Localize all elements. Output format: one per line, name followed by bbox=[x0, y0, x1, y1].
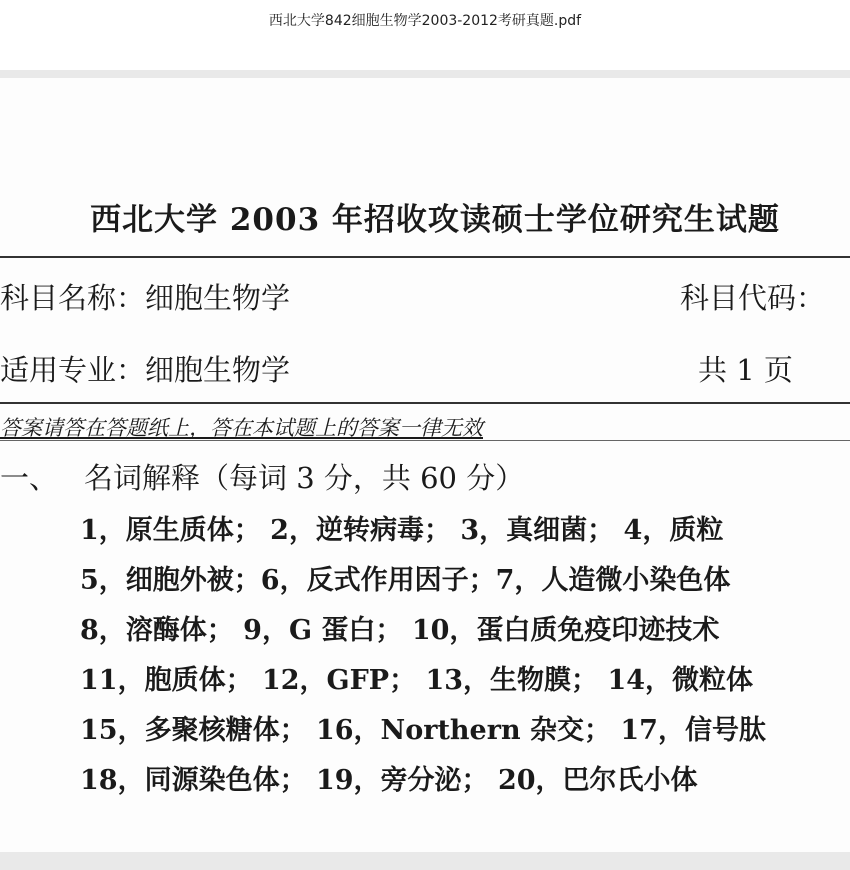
page-gap-top bbox=[0, 70, 850, 78]
notice-rule bbox=[0, 440, 850, 441]
title-rule bbox=[0, 256, 850, 258]
page-count: 共 1 页 bbox=[698, 353, 793, 387]
viewer-header bbox=[0, 0, 850, 70]
section-heading bbox=[0, 456, 524, 497]
term-line: 11，胞质体； 12，GFP； 13，生物膜； 14，微粒体 bbox=[80, 665, 754, 696]
header-rule bbox=[0, 402, 850, 404]
section-title: 名词解释（每词 3 分，共 60 分） bbox=[84, 461, 525, 495]
subject-name: 科目名称：细胞生物学 bbox=[0, 281, 291, 315]
term-line: 1，原生质体； 2，逆转病毒； 3，真细菌； 4，质粒 bbox=[80, 515, 724, 546]
applicable-major: 适用专业：细胞生物学 bbox=[0, 353, 291, 387]
subject-code: 科目代码： bbox=[680, 281, 826, 315]
term-line: 5，细胞外被；6，反式作用因子；7，人造微小染色体 bbox=[80, 565, 731, 596]
page-gap-bottom bbox=[0, 852, 850, 870]
term-line: 8，溶酶体； 9，G 蛋白； 10，蛋白质免疫印迹技术 bbox=[80, 615, 720, 646]
exam-title: 西北大学 2003 年招收攻读硕士学位研究生试题 bbox=[90, 202, 780, 238]
file-title: 西北大学842细胞生物学2003-2012考研真题.pdf bbox=[268, 13, 582, 29]
term-line: 18，同源染色体； 19，旁分泌； 20，巴尔氏小体 bbox=[80, 765, 698, 796]
term-line: 15，多聚核糖体； 16，Northern 杂交； 17，信号肽 bbox=[80, 715, 766, 746]
answer-notice: 答案请答在答题纸上，答在本试题上的答案一律无效 bbox=[0, 416, 483, 440]
section-number: 一、 bbox=[0, 461, 59, 495]
document-page[interactable] bbox=[0, 78, 850, 852]
